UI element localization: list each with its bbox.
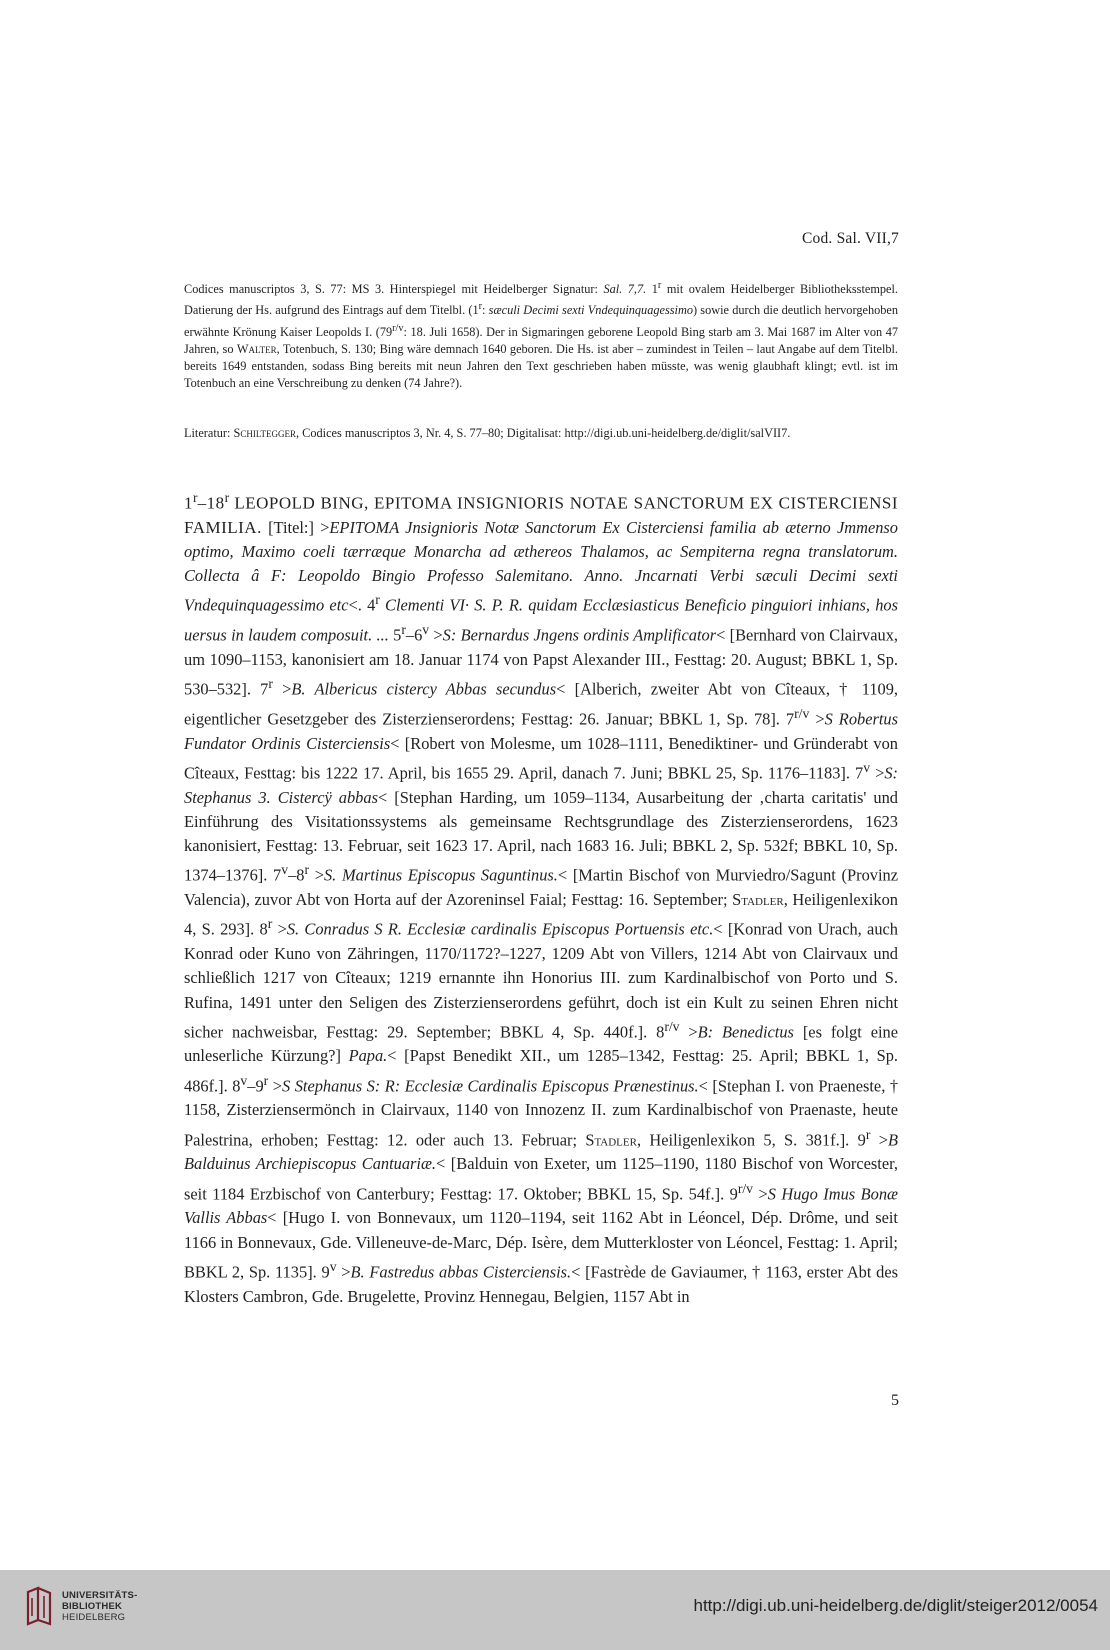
text-run: –8 [288,865,305,885]
folio-sup: r/v [737,1180,754,1196]
author-name: Stadler [585,1130,637,1150]
page-number: 5 [891,1392,899,1409]
manuscript-description [184,277,898,393]
text-run: –18 [197,493,225,513]
quote: B. Albericus cistercy Abbas secundus [291,679,557,699]
source-url-link[interactable]: http://digi.ub.uni-heidelberg.de/diglit/steiger2012/0054 [693,1596,1098,1615]
section-title: LEOPOLD BING, EPITOMA INSIGNIORIS NOTAE SANCTORUM EX CISTERCIENSI FAMILIA. [184,493,898,537]
main-text [184,486,898,1309]
desc-text: mit ovalem Heidelberger Bibliotheksstempel. Datierung der Hs. aufgrund des Eintrags auf dem Titelbl. (1 [184,282,898,318]
author-name: Stadler [732,890,784,910]
text-run: > [870,1130,888,1150]
folio-sup: v [863,759,871,775]
folio-sup: r [401,622,406,638]
folio-sup: r [267,916,273,932]
text-run: > [272,919,287,939]
logo-line: UNIVERSITÄTS- [62,1590,138,1601]
text-run: [es folgt eine unleserliche Kürzung?] [184,1022,899,1066]
text-run: < [Konrad von Urach, auch Konrad oder Kuno von Zähringen, 1170/1172?–1227, 1209 Abt von Villers, 1214 Abt von Clairvaux und schließlich 1217 von Cîteaux; 1219 ernannte ihn Honorius III. zum Kardinalbischof von Porto und S. Rufina, 1491 unter den Seligen des Zisterzienserordens geführt, doch ist ein Kult zu seinen Ehren nicht sicher nachweisbar, Festtag: 29. September; BBKL 4, Sp. 440f.]. 8 [184,919,898,1042]
desc-text: : 18. Juli 1658). Der in Sigmaringen geborene Leopold Bing starb am 3. Mai 1687 im Alter von 47 Jahren, so [184,324,898,356]
folio-sup: r [193,490,198,505]
text-run: < [Stephan I. von Praeneste, † 1158, Zisterziensermönch in Clairvaux, 1140 von Innozenz II. zum Kardinalbischof von Praenaste, heute Palestrina, erhoben; Festtag: 12. oder auch 13. Februar; [184,1076,899,1150]
folio-sup: r [375,592,380,608]
folio-sup: v [329,1258,337,1274]
folio-sup: r/v [664,1018,680,1034]
text-run: < [Robert von Molesme, um 1028–1111, Benediktiner- und Gründerabt von Cîteaux, Festtag: bis 1222 17. April, bis 1655 29. April, danach 7. Juni; BBKL 25, Sp. 1176–1183]. 7 [184,733,898,783]
logo-line: BIBLIOTHEK [62,1601,123,1612]
quote: B: Benedictus [697,1022,794,1042]
folio-sup: r [304,862,310,878]
folio-sup: r/v [392,322,404,334]
quote: S: Bernardus Jngens ordinis Amplificator [442,625,717,645]
text-run: > [753,1184,768,1204]
text-run: [Titel:] > [261,517,330,537]
author-name: Schiltegger [233,426,297,440]
text-run: > [679,1022,698,1042]
text-run: > [268,1076,282,1096]
desc-text: 1 [646,282,658,297]
desc-text: : [482,303,489,318]
text-run: <. 4 [348,595,376,615]
quote: Papa. [348,1046,388,1066]
text-run: –6 [405,625,423,645]
text-run: 5 [388,625,402,645]
quote: B. Fastredus abbas Cisterciensis. [350,1262,572,1282]
lit-label: Literatur: [184,426,234,440]
desc-text: ) sowie durch die deutlich hervorgehoben erwähnte Krönung Kaiser Leopolds I. (79 [184,303,898,339]
quote: S Robertus Fundator Ordinis Cisterciensis [184,709,898,753]
title-quote: EPITOMA Jnsignioris Notæ Sanctorum Ex Cisterciensi familia ab æterno Jmmenso optimo, Maximo coeli tærræque Monarcha ad æthereos Thalamos, ac Sempiterna regna translatorum. Collecta â F: Leopoldo Bingio Professo Salemitano. Anno. Jncarnati Verbi sæculi Decimi sexti Vndequinquagessimo etc [184,517,898,615]
running-head: Cod. Sal. VII,7 [801,230,899,247]
text-run: > [870,763,885,783]
literature [184,425,898,442]
library-logo[interactable] [24,1584,142,1636]
quote: S. Martinus Episcopus Saguntinus. [323,865,558,885]
folio-sup: r/v [794,705,810,721]
text-run: , Heiligenlexikon 5, S. 381f.]. 9 [636,1130,866,1150]
folio-sup: r [865,1126,871,1142]
lit-text: , Codices manuscriptos 3, Nr. 4, S. 77–80; Digitalisat: http://digi.ub.uni-heidelberg.de/diglit/salVII7. [296,426,791,440]
folio-sup: r [268,676,273,692]
folio-sup: r [478,301,483,313]
folio-sup: r [224,490,230,505]
text-run: –9 [247,1076,264,1096]
text-run: > [809,709,825,729]
footer-bar [0,1570,1110,1650]
library-logo-icon [24,1586,58,1626]
quote: S Stephanus S: R: Ecclesiæ Cardinalis Episcopus Prænestinus. [281,1076,699,1096]
text-run: > [429,625,443,645]
text-run: < [Hugo I. von Bonnevaux, um 1120–1194, seit 1162 Abt in Léoncel, Dép. Drôme, und seit 1166 in Bonnevaux, Gde. Villeneuve-de-Marc, Dép. Isère, dem Mutterkloster von Léoncel, Festtag: 1. April; BBKL 2, Sp. 1135]. 9 [184,1208,898,1282]
text-run: < [Martin Bischof von Murviedro/Sagunt (Provinz Valencia), zuvor Abt von Horta auf der Azoreninsel Faial; Festtag: 16. September; [184,865,898,910]
text-run: < [Bernhard von Clairvaux, um 1090–1153, kanonisiert am 18. Januar 1174 von Papst Alexander III., Festtag: 20. August; BBKL 1, Sp. 530–532]. 7 [184,625,899,699]
text-run: , Heiligenlexikon 4, S. 293]. 8 [184,890,898,939]
quote: B Balduinus Archiepiscopus Cantuariæ. [184,1130,898,1174]
text-run: > [336,1262,351,1282]
quote: S: Stephanus 3. Cistercÿ abbas [184,763,899,807]
text-run: < [Fastrède de Gaviaumer, † 1163, erster Abt des Klosters Cambron, Gde. Brugelette, Provinz Hennegau, Belgien, 1157 Abt in [184,1262,898,1306]
desc-text: , Totenbuch, S. 130; Bing wäre demnach 1640 geboren. Die Hs. ist aber – zumindest in Teilen – laut Angabe auf dem Titelbl. bereits 1649 entstanden, sodass Bing bereits mit neun Jahren den Text geschrieben haben müsste, was wenig glaubhaft klingt; evtl. ist im Totenbuch an eine Verschreibung zu denken (74 Jahre?). [184,341,899,391]
text-run: < [Stephan Harding, um 1059–1134, Ausarbeitung der ‚charta caritatis' und Einführung des Visitationssystems als gemeinsame Rechtsgrundlage des Zisterzienserordens, 1623 kanonisiert, Festtag: 13. Februar, seit 1623 17. April, nach 1683 16. Juli; BBKL 2, Sp. 532f; BBKL 10, Sp. 1374–1376]. 7 [184,787,899,885]
text-run: 1 [184,493,193,513]
text-run: > [272,679,292,699]
library-logo-text [62,1590,137,1623]
quote: S Hugo Imus Bonæ Vallis Abbas [184,1184,898,1228]
folio-sup: v [281,862,289,878]
folio-sup: r [657,280,662,291]
quote: Clementi VI· S. P. R. quidam Ecclæsiasticus Beneficio pinguiori inhians, hos uersus in laudem composuit. ... [184,595,898,645]
signature: Sal. 7,7. [603,282,647,297]
author-name: Walter [236,341,277,356]
date-quote: sæculi Decimi sexti Vndequinquagessimo [488,303,693,318]
text-run: < [Balduin von Exeter, um 1125–1190, 1180 Bischof von Worcester, seit 1184 Erzbischof von Canterbury; Festtag: 17. Oktober; BBKL 15, Sp. 54f.]. 9 [184,1154,898,1204]
logo-line: HEIDELBERG [62,1612,126,1623]
text-run: < [Alberich, zweiter Abt von Cîteaux, † 1109, eigentlicher Gesetzgeber des Zisterzienserordens; Festtag: 26. Januar; BBKL 1, Sp. 78]. 7 [184,679,899,729]
folio-sup: v [422,622,430,638]
folio-sup: r [263,1072,269,1088]
desc-text: Codices manuscriptos 3, S. 77: MS 3. Hinterspiegel mit Heidelberger Signatur: [184,282,604,297]
text-run: > [309,865,324,885]
folio-sup: v [240,1072,248,1088]
quote: S. Conradus S R. Ecclesiæ cardinalis Episcopus Portuensis etc. [286,919,714,939]
text-run: < [Papst Benedikt XII., um 1285–1342, Festtag: 25. April; BBKL 1, Sp. 486f.]. 8 [184,1046,898,1096]
